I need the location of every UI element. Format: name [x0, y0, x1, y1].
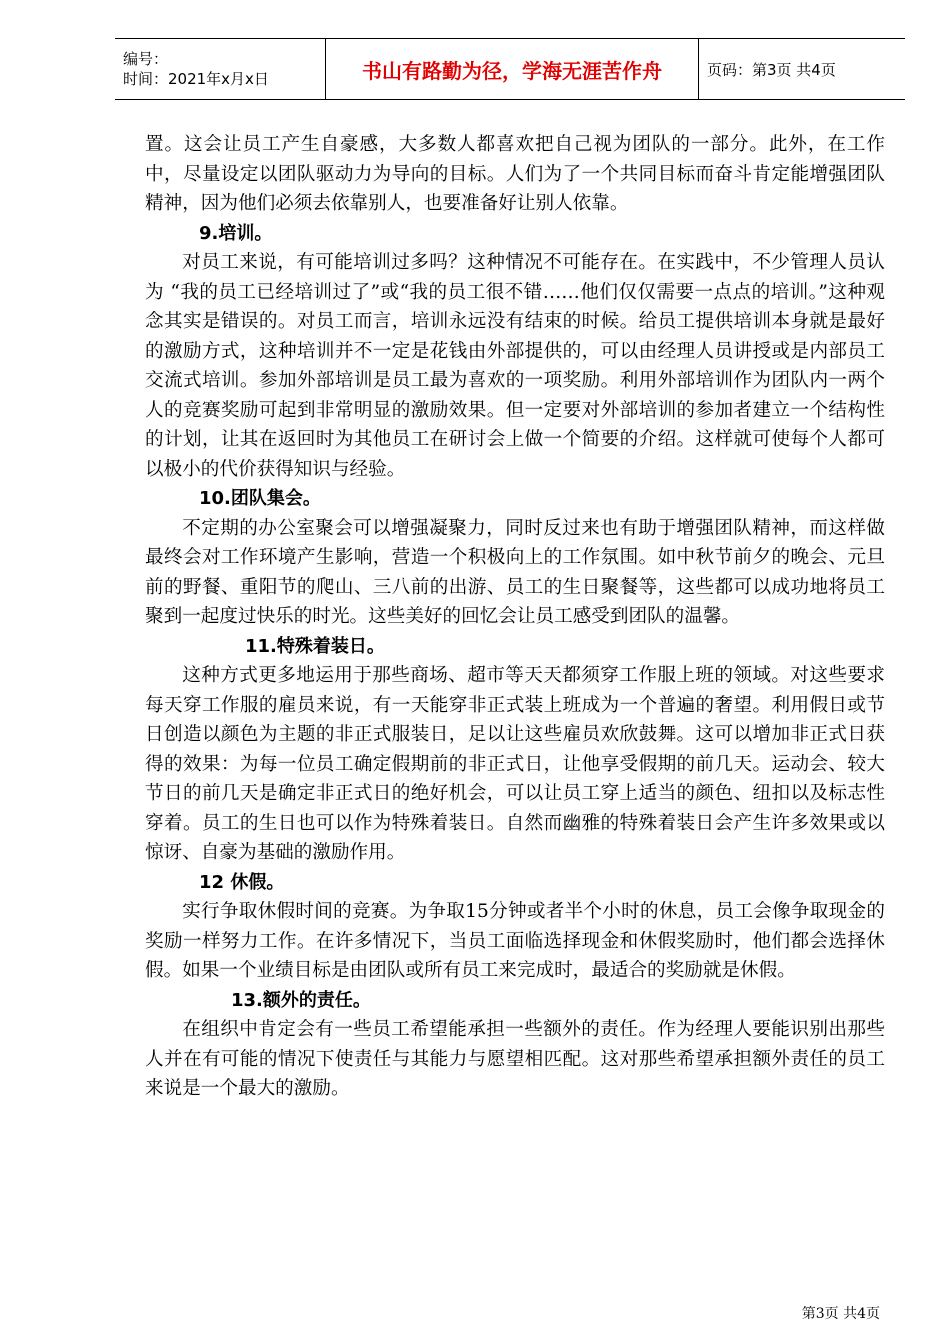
body-paragraph: 对员工来说，有可能培训过多吗？这种情况不可能存在。在实践中，不少管理人员认为 “我的员工已经培训过了”或“我的员工很不错……他们仅仅需要一点点的培训。”这种观念其实是错误的。对员工而言，培训永远没有结束的时候。给员工提供培训本身就是最好的激励方式，这种培训并不一定是花钱由外部提供的，可以由经理人员讲授或是内部员工交流式培训。参加外部培训是员工最为喜欢的一项奖励。利用外部培训作为团队内一两个人的竞赛奖励可起到非常明显的激励效果。但一定要对外部培训的参加者建立一个结构性的计划，让其在返回时为其他员工在研讨会上做一个简要的介绍。这样就可使每个人都可以极小的代价获得知识与经验。 [145, 252, 885, 480]
section-heading: 9.培训。 [199, 222, 273, 244]
section-heading: 10.团队集会。 [199, 488, 321, 509]
section-heading: 12 休假。 [199, 871, 285, 893]
document-body [145, 130, 885, 1104]
footer-page-number: 第3页 共4页 [801, 1306, 880, 1322]
page-header [115, 38, 905, 100]
header-motto: 书山有路勤为径，学海无涯苦作舟 [326, 39, 699, 100]
body-paragraph: 不定期的办公室聚会可以增强凝聚力，同时反过来也有助于增强团队精神，而这样做最终会对工作环境产生影响，营造一个积极向上的工作氛围。如中秋节前夕的晚会、元旦前的野餐、重阳节的爬山、三八前的出游、员工的生日聚餐等，这些都可以成功地将员工聚到一起度过快乐的时光。这些美好的回忆会让员工感受到团队的温馨。 [145, 517, 885, 627]
body-paragraph: 实行争取休假时间的竞赛。为争取15分钟或者半个小时的休息，员工会像争取现金的奖励一样努力工作。在许多情况下，当员工面临选择现金和休假奖励时，他们都会选择休假。如果一个业绩目标是由团队或所有员工来完成时，最适合的奖励就是休假。 [145, 901, 885, 981]
body-paragraph: 在组织中肯定会有一些员工希望能承担一些额外的责任。作为经理人要能识别出那些人并在有可能的情况下使责任与其能力与愿望相匹配。这对那些希望承担额外责任的员工来说是一个最大的激励。 [145, 1019, 885, 1099]
body-paragraph: 这种方式更多地运用于那些商场、超市等天天都须穿工作服上班的领域。对这些要求每天穿工作服的雇员来说，有一天能穿非正式装上班成为一个普遍的奢望。利用假日或节日创造以颜色为主题的非正式服装日，足以让这些雇员欢欣鼓舞。这可以增加非正式日获得的效果：为每一位员工确定假期前的非正式日，让他享受假期的前几天。运动会、较大节日的前几天是确定非正式日的绝好机会，可以让员工穿上适当的颜色、纽扣以及标志性穿着。员工的生日也可以作为特殊着装日。自然而幽雅的特殊着装日会产生许多效果或以惊讶、自豪为基础的激励作用。 [145, 665, 885, 863]
header-page-label: 页码：第3页 共4页 [699, 39, 906, 100]
document-time-label: 时间：2021年x月x日 [123, 70, 269, 88]
section-heading: 11.特殊着装日。 [245, 635, 385, 657]
body-paragraph: 置。这会让员工产生自豪感，大多数人都喜欢把自己视为团队的一部分。此外，在工作中，尽量设定以团队驱动力为导向的目标。人们为了一个共同目标而奋斗肯定能增强团队精神，因为他们必须去依靠别人，也要准备好让别人依靠。 [145, 134, 885, 214]
section-heading: 13.额外的责任。 [231, 989, 371, 1011]
header-meta [115, 39, 326, 100]
document-number-label: 编号： [123, 50, 169, 68]
